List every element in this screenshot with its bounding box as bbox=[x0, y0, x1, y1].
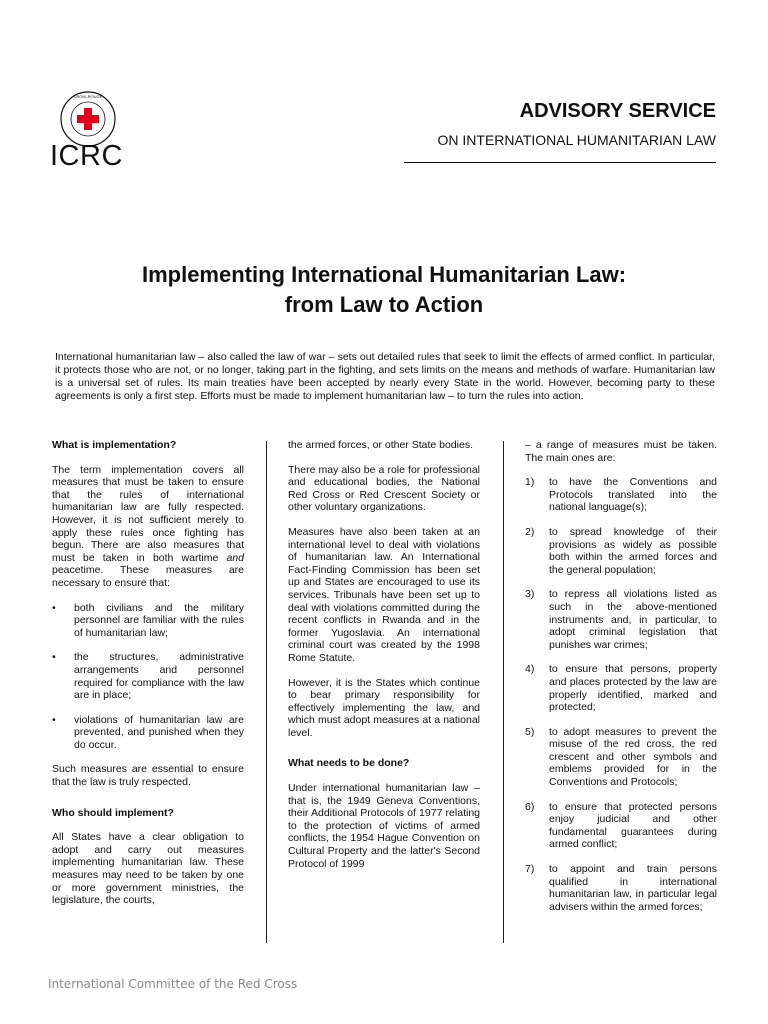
advisory-service-title: ADVISORY SERVICE bbox=[519, 100, 716, 122]
numbered-item bbox=[525, 526, 717, 576]
heading-who-should-implement: Who should implement? bbox=[52, 806, 174, 819]
item-number: 5) bbox=[525, 725, 535, 738]
item-text: to ensure that protected persons enjoy judicial and other fundamental guarantees during armed conflict; bbox=[549, 800, 717, 851]
item-text: to ensure that persons, property and places protected by the law are properly identified, marked and protected; bbox=[549, 663, 717, 714]
bullet-item bbox=[52, 602, 244, 640]
item-number: 6) bbox=[525, 800, 535, 813]
numbered-item bbox=[525, 663, 717, 713]
heading-what-is-implementation: What is implementation? bbox=[52, 439, 177, 451]
bullet-text: the structures, administrative arrangements and personnel required for compliance with the law are in place; bbox=[74, 651, 244, 702]
column-divider bbox=[266, 441, 267, 943]
bullet-mark: • bbox=[52, 601, 56, 614]
bullet-item bbox=[52, 714, 244, 752]
bullet-item bbox=[52, 651, 244, 701]
bullet-mark: • bbox=[52, 651, 56, 664]
bullet-text: both civilians and the military personnel are familiar with the rules of humanitarian law; bbox=[74, 601, 244, 639]
paragraph: However, it is the States which continue to bear primary responsibility for effectively implementing the law, and which must adopt measures at a national level. bbox=[288, 676, 480, 739]
bullet-text: violations of humanitarian law are prevented, and punished when they do occur. bbox=[74, 713, 244, 751]
item-number: 7) bbox=[525, 863, 535, 876]
heading-what-needs-to-be-done: What needs to be done? bbox=[288, 757, 410, 770]
item-text: to have the Conventions and Protocols translated into the national language(s); bbox=[549, 476, 717, 514]
header-rule bbox=[404, 162, 716, 163]
item-text: to adopt measures to prevent the misuse of the red cross, the red crescent and other symbols and emblems provided for in the Conventions and Protocols; bbox=[549, 725, 717, 789]
paragraph: Such measures are essential to ensure that the law is truly respected. bbox=[52, 763, 244, 789]
numbered-item bbox=[525, 588, 717, 651]
paragraph: There may also be a role for professional and educational bodies, the National Red Cross or Red Crescent Society or other voluntary organizations. bbox=[288, 463, 480, 514]
svg-text:CROIX-ROUGE: CROIX-ROUGE bbox=[73, 94, 103, 99]
item-number: 3) bbox=[525, 588, 535, 601]
bullet-mark: • bbox=[52, 713, 56, 726]
title-line-1: Implementing International Humanitarian Law: bbox=[141, 262, 627, 287]
advisory-service-subtitle: ON INTERNATIONAL HUMANITARIAN LAW bbox=[437, 132, 716, 148]
item-number: 4) bbox=[525, 663, 535, 676]
numbered-item bbox=[525, 476, 717, 514]
item-number: 1) bbox=[525, 476, 535, 489]
item-number: 2) bbox=[525, 525, 535, 538]
paragraph: Under international humanitarian law – that is, the 1949 Geneva Conventions, their Additional Protocols of 1977 relating to the protection of victims of armed conflicts, the 1954 Hague Convention on Cultural Property and the latter's Second Protocol of 1999 bbox=[288, 782, 480, 870]
title-line-2: from Law to Action bbox=[284, 292, 484, 317]
item-text: to appoint and train persons qualified in international humanitarian law, in particular legal advisers within the armed forces; bbox=[549, 863, 717, 913]
numbered-item bbox=[525, 863, 717, 913]
item-text: to repress all violations listed as such in the above-mentioned instruments and, in particular, to adopt criminal legislation that punishes war crimes; bbox=[549, 588, 717, 651]
paragraph bbox=[52, 464, 244, 590]
paragraph: Measures have also been taken at an international level to deal with violations of humanitarian law. An International Fact-Finding Commission has been set up and States are encouraged to use its services. Tribunals have been set up to deal with violations committed during the recent conflicts in Rwanda and in the former Yugoslavia. An international criminal court was created by the 1998 Rome Statute. bbox=[288, 525, 480, 664]
numbered-item bbox=[525, 726, 717, 789]
column-1 bbox=[52, 439, 244, 919]
column-divider bbox=[503, 441, 504, 943]
paragraph: All States have a clear obligation to adopt and carry out measures implementing humanitarian law. These measures may need to be taken by one or more government ministries, the legislature, the courts, bbox=[52, 831, 244, 907]
text-span: The term implementation covers all measures that must be taken to ensure that the rules of international humanitarian law are fully respected. However, it is not sufficient merely to apply these rules once fighting has begun. There are also measures that must be taken in both wartime bbox=[52, 463, 244, 564]
footer-org-name: International Committee of the Red Cross bbox=[48, 977, 298, 991]
org-acronym: ICRC bbox=[50, 140, 123, 172]
item-text: to spread knowledge of their provisions as widely as possible both within the armed forces and the general population; bbox=[549, 525, 717, 576]
column-3 bbox=[525, 439, 717, 925]
paragraph: the armed forces, or other State bodies. bbox=[288, 439, 474, 451]
text-span: peacetime. These measures are necessary to ensure that: bbox=[52, 564, 244, 589]
intro-paragraph: International humanitarian law – also called the law of war – sets out detailed rules that seek to limit the effects of armed conflict. In particular, it protects those who are not, or no longer, taking part in the fighting, and sets limits on the means and methods of warfare. Humanitarian law is a universal set of rules. Its main treaties have been accepted by nearly every State in the world. However, becoming party to these agreements is only a first step. Efforts must be made to implement humanitarian law – to turn the rules into action. bbox=[55, 351, 715, 402]
column-2 bbox=[288, 439, 480, 882]
emphasis: and bbox=[226, 551, 244, 564]
numbered-item bbox=[525, 801, 717, 851]
document-title bbox=[0, 260, 768, 320]
paragraph: – a range of measures must be taken. The main ones are: bbox=[525, 439, 717, 464]
